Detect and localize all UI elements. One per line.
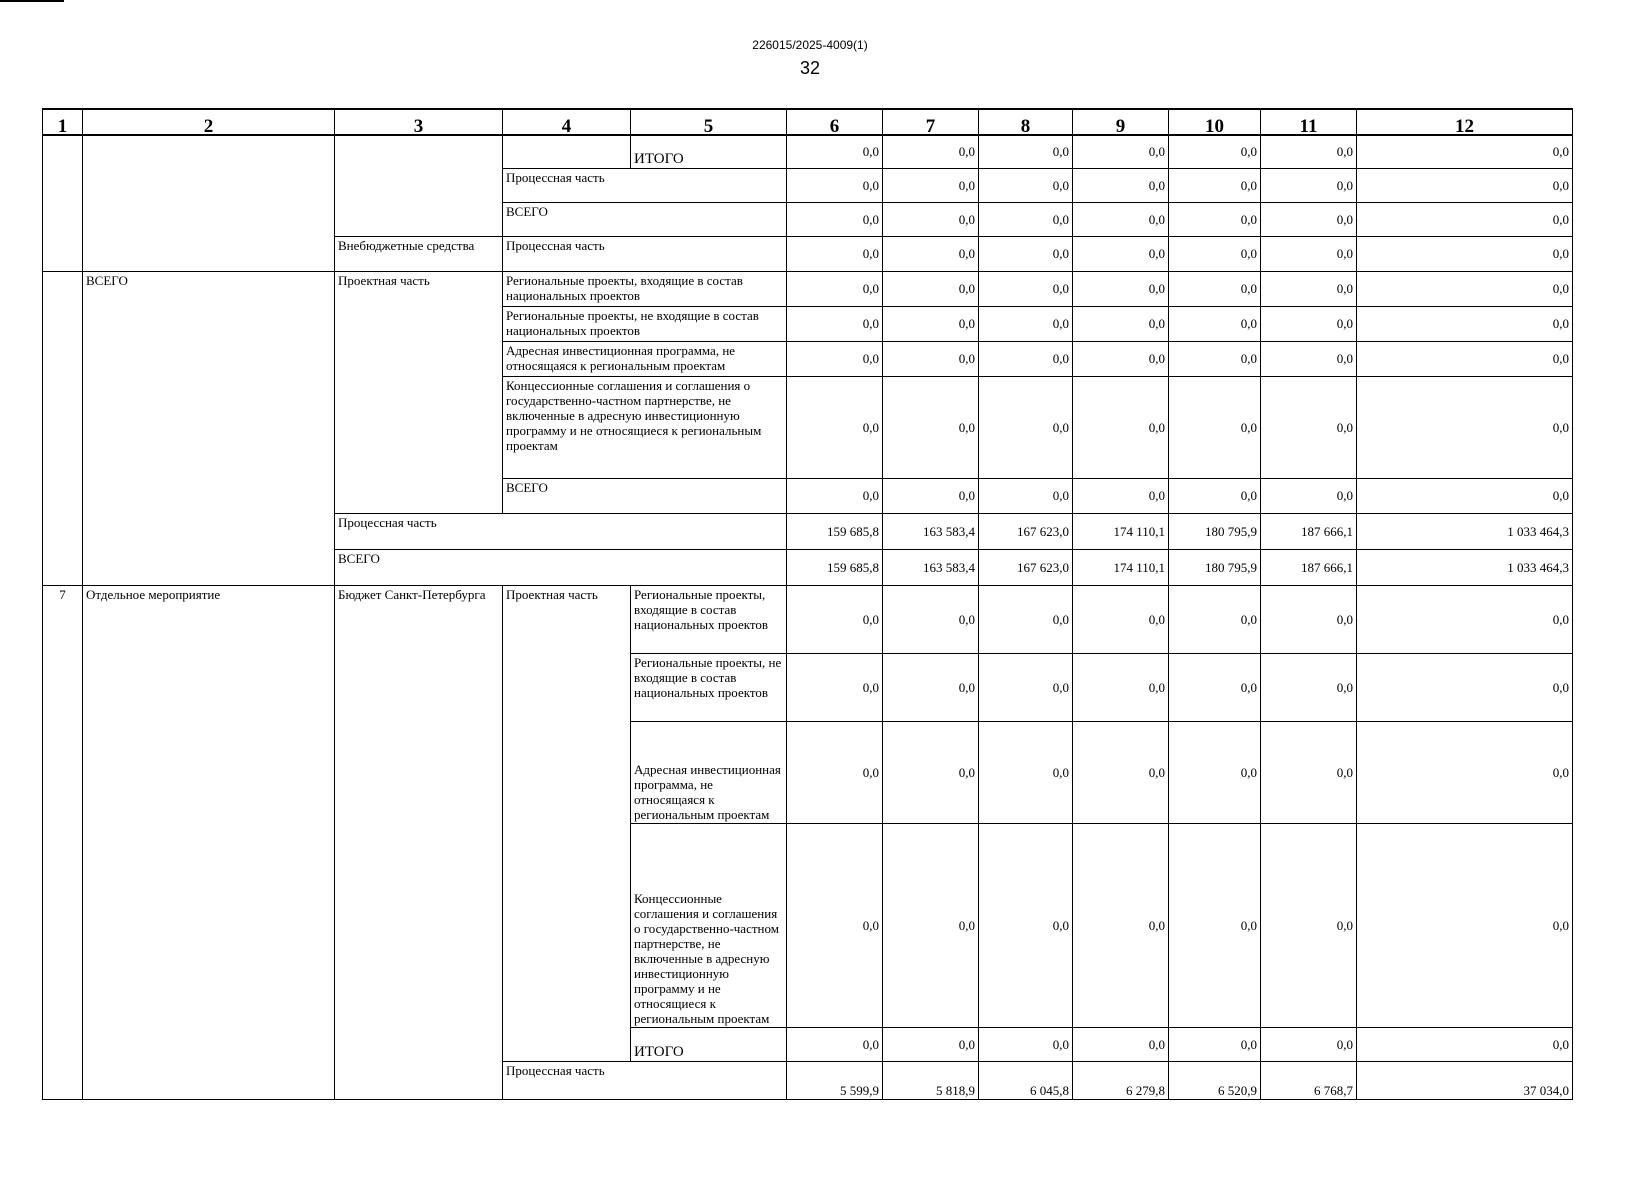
- process-label: Процессная часть: [335, 513, 787, 549]
- value-cell: 0,0: [1073, 478, 1169, 513]
- value-cell: 0,0: [1169, 653, 1261, 721]
- value-cell: 0,0: [1357, 376, 1573, 478]
- value-cell: 180 795,9: [1169, 513, 1261, 549]
- value-cell: 0,0: [787, 823, 883, 1027]
- value-cell: 0,0: [1073, 721, 1169, 823]
- value-cell: 0,0: [883, 135, 979, 168]
- value-cell: 0,0: [1261, 271, 1357, 306]
- value-cell: 0,0: [1357, 823, 1573, 1027]
- value-cell: 0,0: [1169, 341, 1261, 376]
- value-cell: 0,0: [979, 271, 1073, 306]
- value-cell: 0,0: [1357, 168, 1573, 202]
- value-cell: 0,0: [787, 135, 883, 168]
- value-cell: 0,0: [1261, 168, 1357, 202]
- value-cell: 37 034,0: [1357, 1061, 1573, 1099]
- table-row: [43, 585, 1573, 653]
- value-cell: 0,0: [1357, 721, 1573, 823]
- value-cell: 0,0: [1169, 585, 1261, 653]
- value-cell: 6 520,9: [1169, 1061, 1261, 1099]
- value-cell: 0,0: [1169, 1027, 1261, 1061]
- column-number: 3: [335, 109, 503, 135]
- budget-table: [42, 108, 1573, 1100]
- value-cell: 0,0: [1261, 135, 1357, 168]
- value-cell: 0,0: [787, 1027, 883, 1061]
- value-cell: 0,0: [1261, 585, 1357, 653]
- value-cell: 0,0: [883, 168, 979, 202]
- column-number: 10: [1169, 109, 1261, 135]
- cell-empty: [43, 271, 83, 585]
- row-number: 7: [43, 585, 83, 1099]
- value-cell: 0,0: [1073, 1027, 1169, 1061]
- value-cell: 0,0: [979, 168, 1073, 202]
- value-cell: 0,0: [883, 306, 979, 341]
- value-cell: 0,0: [787, 478, 883, 513]
- vsego-label: ВСЕГО: [503, 202, 787, 236]
- value-cell: 0,0: [883, 376, 979, 478]
- cell-empty: [83, 135, 335, 271]
- value-cell: 6 279,8: [1073, 1061, 1169, 1099]
- column-number: 2: [83, 109, 335, 135]
- value-cell: 0,0: [883, 823, 979, 1027]
- concession-label: Концессионные соглашения и соглашения о государственно-частном партнерстве, не включенные в адресную инвестиционную программу и не относящиеся к региональным проектам: [631, 823, 787, 1027]
- value-cell: 0,0: [883, 653, 979, 721]
- value-cell: 0,0: [1073, 236, 1169, 271]
- value-cell: 0,0: [787, 585, 883, 653]
- value-cell: 163 583,4: [883, 549, 979, 585]
- value-cell: 0,0: [883, 202, 979, 236]
- column-number: 4: [503, 109, 631, 135]
- value-cell: 0,0: [1073, 271, 1169, 306]
- value-cell: 0,0: [1169, 306, 1261, 341]
- value-cell: 0,0: [883, 341, 979, 376]
- value-cell: 0,0: [1357, 271, 1573, 306]
- value-cell: 5 599,9: [787, 1061, 883, 1099]
- value-cell: 0,0: [979, 823, 1073, 1027]
- value-cell: 0,0: [787, 721, 883, 823]
- aip-label: Адресная инвестиционная программа, не относящаяся к региональным проектам: [631, 721, 787, 823]
- value-cell: 167 623,0: [979, 513, 1073, 549]
- column-number: 6: [787, 109, 883, 135]
- value-cell: 0,0: [1073, 823, 1169, 1027]
- value-cell: 0,0: [1073, 376, 1169, 478]
- value-cell: 0,0: [1073, 135, 1169, 168]
- value-cell: 6 045,8: [979, 1061, 1073, 1099]
- itogo-label: ИТОГО: [631, 1027, 787, 1061]
- value-cell: 0,0: [1073, 585, 1169, 653]
- value-cell: 0,0: [1261, 478, 1357, 513]
- value-cell: 0,0: [1169, 823, 1261, 1027]
- value-cell: 0,0: [1261, 306, 1357, 341]
- process-label: Процессная часть: [503, 236, 787, 271]
- value-cell: 0,0: [787, 376, 883, 478]
- value-cell: 0,0: [883, 478, 979, 513]
- separate-measure-label: Отдельное мероприятие: [83, 585, 335, 1099]
- value-cell: 0,0: [1357, 306, 1573, 341]
- scan-edge-mark: [0, 0, 64, 2]
- document-number: 226015/2025-4009(1): [752, 38, 868, 52]
- value-cell: 0,0: [787, 168, 883, 202]
- value-cell: 1 033 464,3: [1357, 513, 1573, 549]
- column-number: 11: [1261, 109, 1357, 135]
- value-cell: 0,0: [883, 721, 979, 823]
- value-cell: 180 795,9: [1169, 549, 1261, 585]
- value-cell: 0,0: [787, 341, 883, 376]
- value-cell: 0,0: [1261, 721, 1357, 823]
- value-cell: 167 623,0: [979, 549, 1073, 585]
- value-cell: 187 666,1: [1261, 513, 1357, 549]
- value-cell: 0,0: [1261, 823, 1357, 1027]
- project-label: Проектная часть: [503, 585, 631, 1061]
- value-cell: 159 685,8: [787, 513, 883, 549]
- value-cell: 0,0: [979, 721, 1073, 823]
- value-cell: 0,0: [1169, 135, 1261, 168]
- table-row: [43, 135, 1573, 168]
- value-cell: 1 033 464,3: [1357, 549, 1573, 585]
- value-cell: 0,0: [787, 202, 883, 236]
- value-cell: 0,0: [979, 135, 1073, 168]
- budget-spb-label: Бюджет Санкт-Петербурга: [335, 585, 503, 1099]
- value-cell: 0,0: [1169, 376, 1261, 478]
- value-cell: 0,0: [1169, 168, 1261, 202]
- column-number: 5: [631, 109, 787, 135]
- value-cell: 0,0: [1073, 168, 1169, 202]
- value-cell: 0,0: [1261, 1027, 1357, 1061]
- table-row: [43, 271, 1573, 306]
- concession-label: Концессионные соглашения и соглашения о государственно-частном партнерстве, не включенные в адресную инвестиционную программу и не относящиеся к региональным проектам: [503, 376, 787, 478]
- value-cell: 6 768,7: [1261, 1061, 1357, 1099]
- value-cell: 0,0: [1357, 236, 1573, 271]
- value-cell: 0,0: [1261, 236, 1357, 271]
- project-label: Проектная часть: [335, 271, 503, 513]
- column-number: 9: [1073, 109, 1169, 135]
- cell-empty: [43, 135, 83, 271]
- value-cell: 0,0: [1357, 341, 1573, 376]
- value-cell: 0,0: [1261, 202, 1357, 236]
- value-cell: 0,0: [979, 376, 1073, 478]
- value-cell: 0,0: [1261, 376, 1357, 478]
- value-cell: 0,0: [883, 236, 979, 271]
- value-cell: 5 818,9: [883, 1061, 979, 1099]
- value-cell: 0,0: [1073, 202, 1169, 236]
- value-cell: 0,0: [1357, 1027, 1573, 1061]
- itogo-label: ИТОГО: [631, 135, 787, 168]
- column-number: 1: [43, 109, 83, 135]
- aip-label: Адресная инвестиционная программа, не относящаяся к региональным проектам: [503, 341, 787, 376]
- vsego-label: ВСЕГО: [503, 478, 787, 513]
- value-cell: 0,0: [979, 341, 1073, 376]
- value-cell: 0,0: [1357, 653, 1573, 721]
- value-cell: 0,0: [979, 585, 1073, 653]
- value-cell: 0,0: [979, 202, 1073, 236]
- value-cell: 0,0: [979, 236, 1073, 271]
- reg-in-label: Региональные проекты, входящие в состав национальных проектов: [503, 271, 787, 306]
- column-number: 8: [979, 109, 1073, 135]
- cell-empty: [503, 135, 631, 168]
- value-cell: 0,0: [787, 271, 883, 306]
- cell-empty: [335, 135, 503, 236]
- value-cell: 163 583,4: [883, 513, 979, 549]
- page-number: 32: [799, 58, 821, 78]
- reg-out-label: Региональные проекты, не входящие в состав национальных проектов: [503, 306, 787, 341]
- value-cell: 187 666,1: [1261, 549, 1357, 585]
- value-cell: 0,0: [1357, 478, 1573, 513]
- value-cell: 0,0: [1169, 271, 1261, 306]
- value-cell: 0,0: [1261, 341, 1357, 376]
- value-cell: 0,0: [1169, 721, 1261, 823]
- value-cell: 0,0: [1261, 653, 1357, 721]
- value-cell: 0,0: [883, 271, 979, 306]
- extra-budget-label: Внебюджетные средства: [335, 236, 503, 271]
- value-cell: 0,0: [787, 236, 883, 271]
- value-cell: 0,0: [883, 1027, 979, 1061]
- value-cell: 0,0: [1357, 585, 1573, 653]
- value-cell: 0,0: [979, 1027, 1073, 1061]
- value-cell: 0,0: [1169, 236, 1261, 271]
- value-cell: 0,0: [1169, 202, 1261, 236]
- reg-out-label: Региональные проекты, не входящие в состав национальных проектов: [631, 653, 787, 721]
- column-number: 7: [883, 109, 979, 135]
- value-cell: 0,0: [1357, 135, 1573, 168]
- column-number: 12: [1357, 109, 1573, 135]
- process-label: Процессная часть: [503, 1061, 787, 1099]
- value-cell: 0,0: [1357, 202, 1573, 236]
- reg-in-label: Региональные проекты, входящие в состав национальных проектов: [631, 585, 787, 653]
- process-label: Процессная часть: [503, 168, 787, 202]
- value-cell: 0,0: [979, 306, 1073, 341]
- value-cell: 174 110,1: [1073, 513, 1169, 549]
- value-cell: 0,0: [883, 585, 979, 653]
- value-cell: 0,0: [787, 306, 883, 341]
- value-cell: 0,0: [979, 653, 1073, 721]
- vsego-label: ВСЕГО: [335, 549, 787, 585]
- value-cell: 0,0: [979, 478, 1073, 513]
- value-cell: 0,0: [1073, 653, 1169, 721]
- value-cell: 0,0: [1073, 341, 1169, 376]
- column-number-row: [43, 109, 1573, 135]
- vsego-label: ВСЕГО: [83, 271, 335, 585]
- value-cell: 159 685,8: [787, 549, 883, 585]
- value-cell: 0,0: [787, 653, 883, 721]
- value-cell: 174 110,1: [1073, 549, 1169, 585]
- value-cell: 0,0: [1169, 478, 1261, 513]
- value-cell: 0,0: [1073, 306, 1169, 341]
